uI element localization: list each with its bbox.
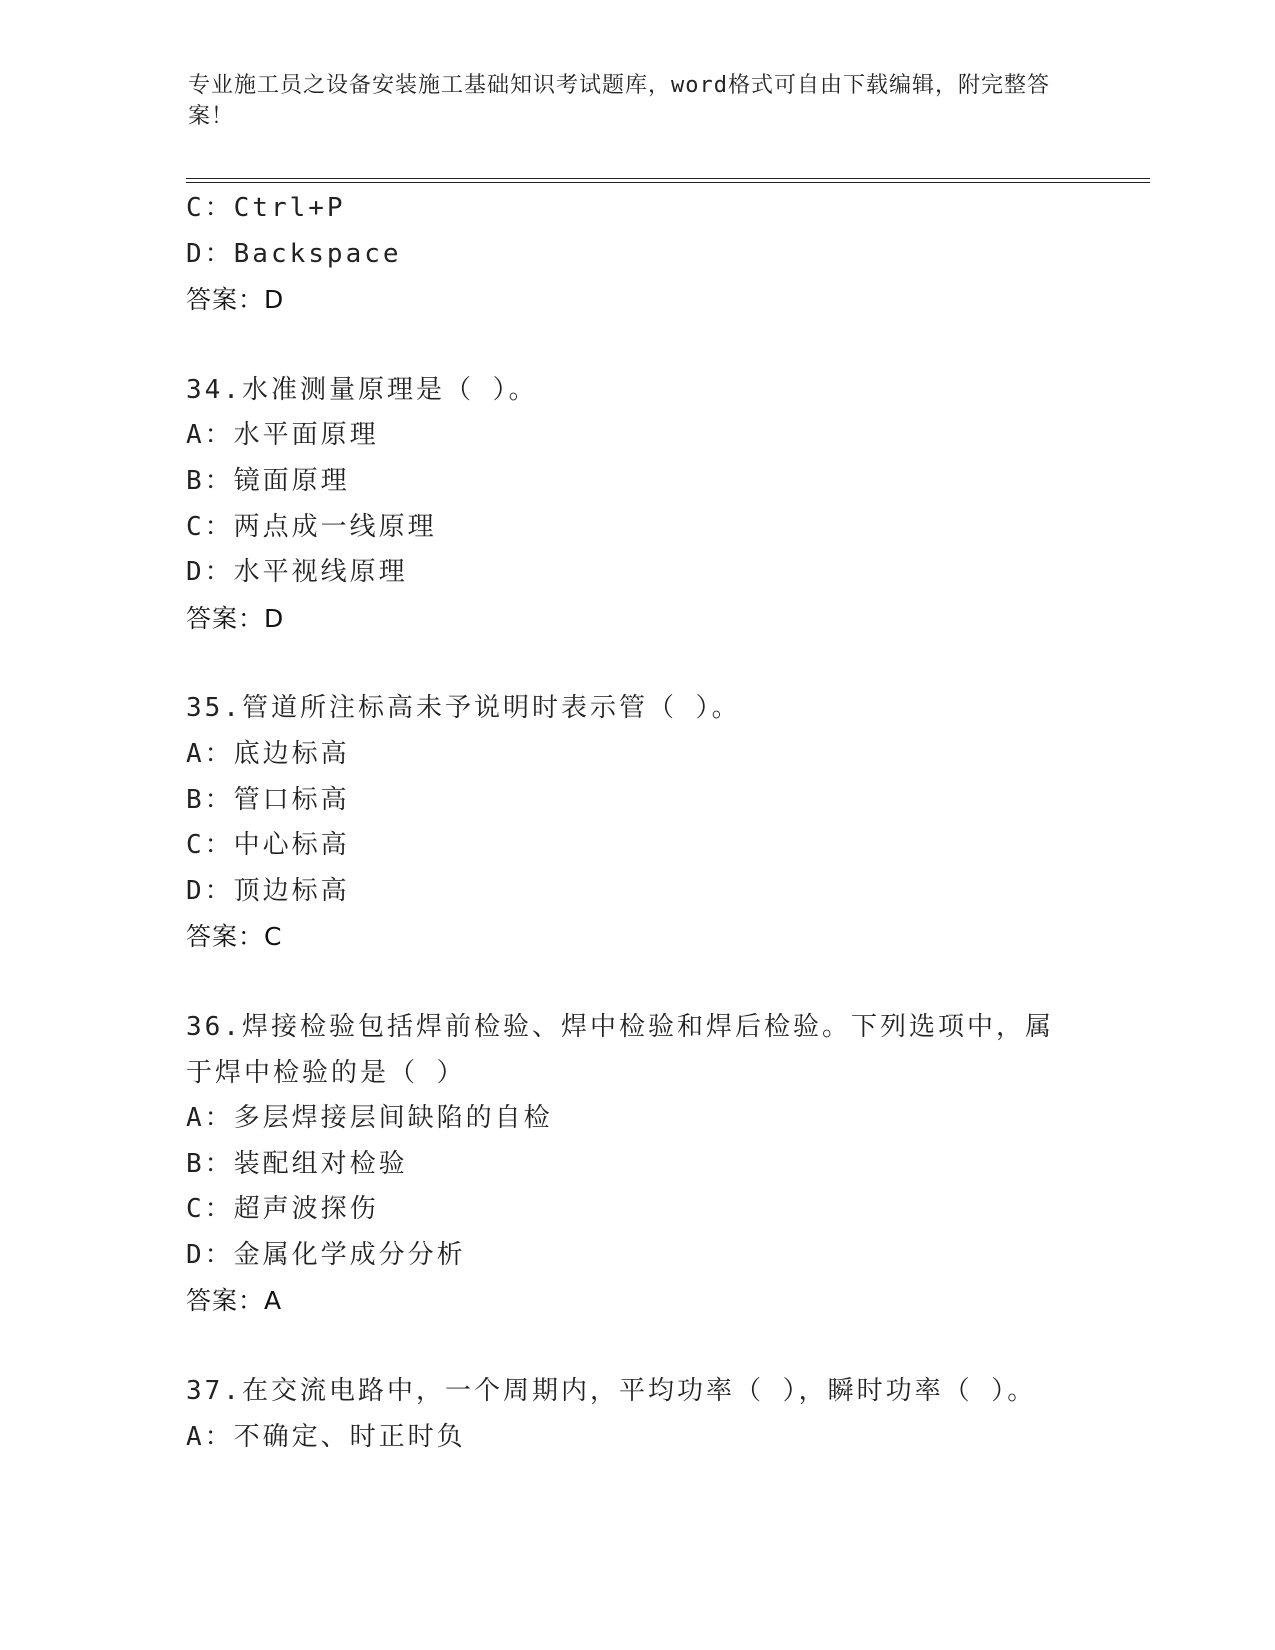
option-a: A：不确定、时正时负	[186, 1421, 466, 1452]
option-d: D：水平视线原理	[186, 557, 408, 588]
question-34	[186, 368, 1126, 642]
option-c: C：超声波探伤	[186, 1194, 379, 1225]
question-stem: 34.水准测量原理是（ ）。	[186, 374, 538, 405]
header-divider-bottom	[186, 182, 1150, 183]
option-a: A：多层焊接层间缺陷的自检	[186, 1103, 553, 1134]
option-c: C：中心标高	[186, 830, 350, 861]
header-divider-top	[186, 178, 1150, 179]
option-b: B：装配组对检验	[186, 1148, 408, 1179]
question-stem: 37.在交流电路中，一个周期内，平均功率（ ），瞬时功率（ ）。	[186, 1376, 1037, 1407]
answer: 答案：A	[186, 1286, 283, 1316]
question-stem: 35.管道所注标高未予说明时表示管（ ）。	[186, 693, 741, 724]
question-list	[186, 186, 1126, 1460]
question-stem: 36.焊接检验包括焊前检验、焊中检验和焊后检验。下列选项中，属于焊中检验的是（ ）	[186, 1011, 1054, 1088]
document-header: 专业施工员之设备安装施工基础知识考试题库，word格式可自由下载编辑，附完整答案！	[188, 73, 1050, 129]
question-35	[186, 686, 1126, 960]
answer: 答案：D	[186, 603, 285, 633]
option-a: A：水平面原理	[186, 420, 379, 451]
question-37	[186, 1369, 1126, 1460]
option-b: B：镜面原理	[186, 465, 350, 496]
option-b: B：管口标高	[186, 784, 350, 815]
answer: 答案：D	[186, 285, 285, 315]
question-partial	[186, 186, 1126, 323]
option-d: D：Backspace	[186, 238, 402, 269]
answer: 答案：C	[186, 922, 283, 952]
option-c: C：两点成一线原理	[186, 511, 437, 542]
option-c: C：Ctrl+P	[186, 193, 346, 223]
option-a: A：底边标高	[186, 738, 350, 769]
option-d: D：顶边标高	[186, 875, 350, 906]
question-36	[186, 1005, 1126, 1324]
option-d: D：金属化学成分分析	[186, 1239, 466, 1270]
